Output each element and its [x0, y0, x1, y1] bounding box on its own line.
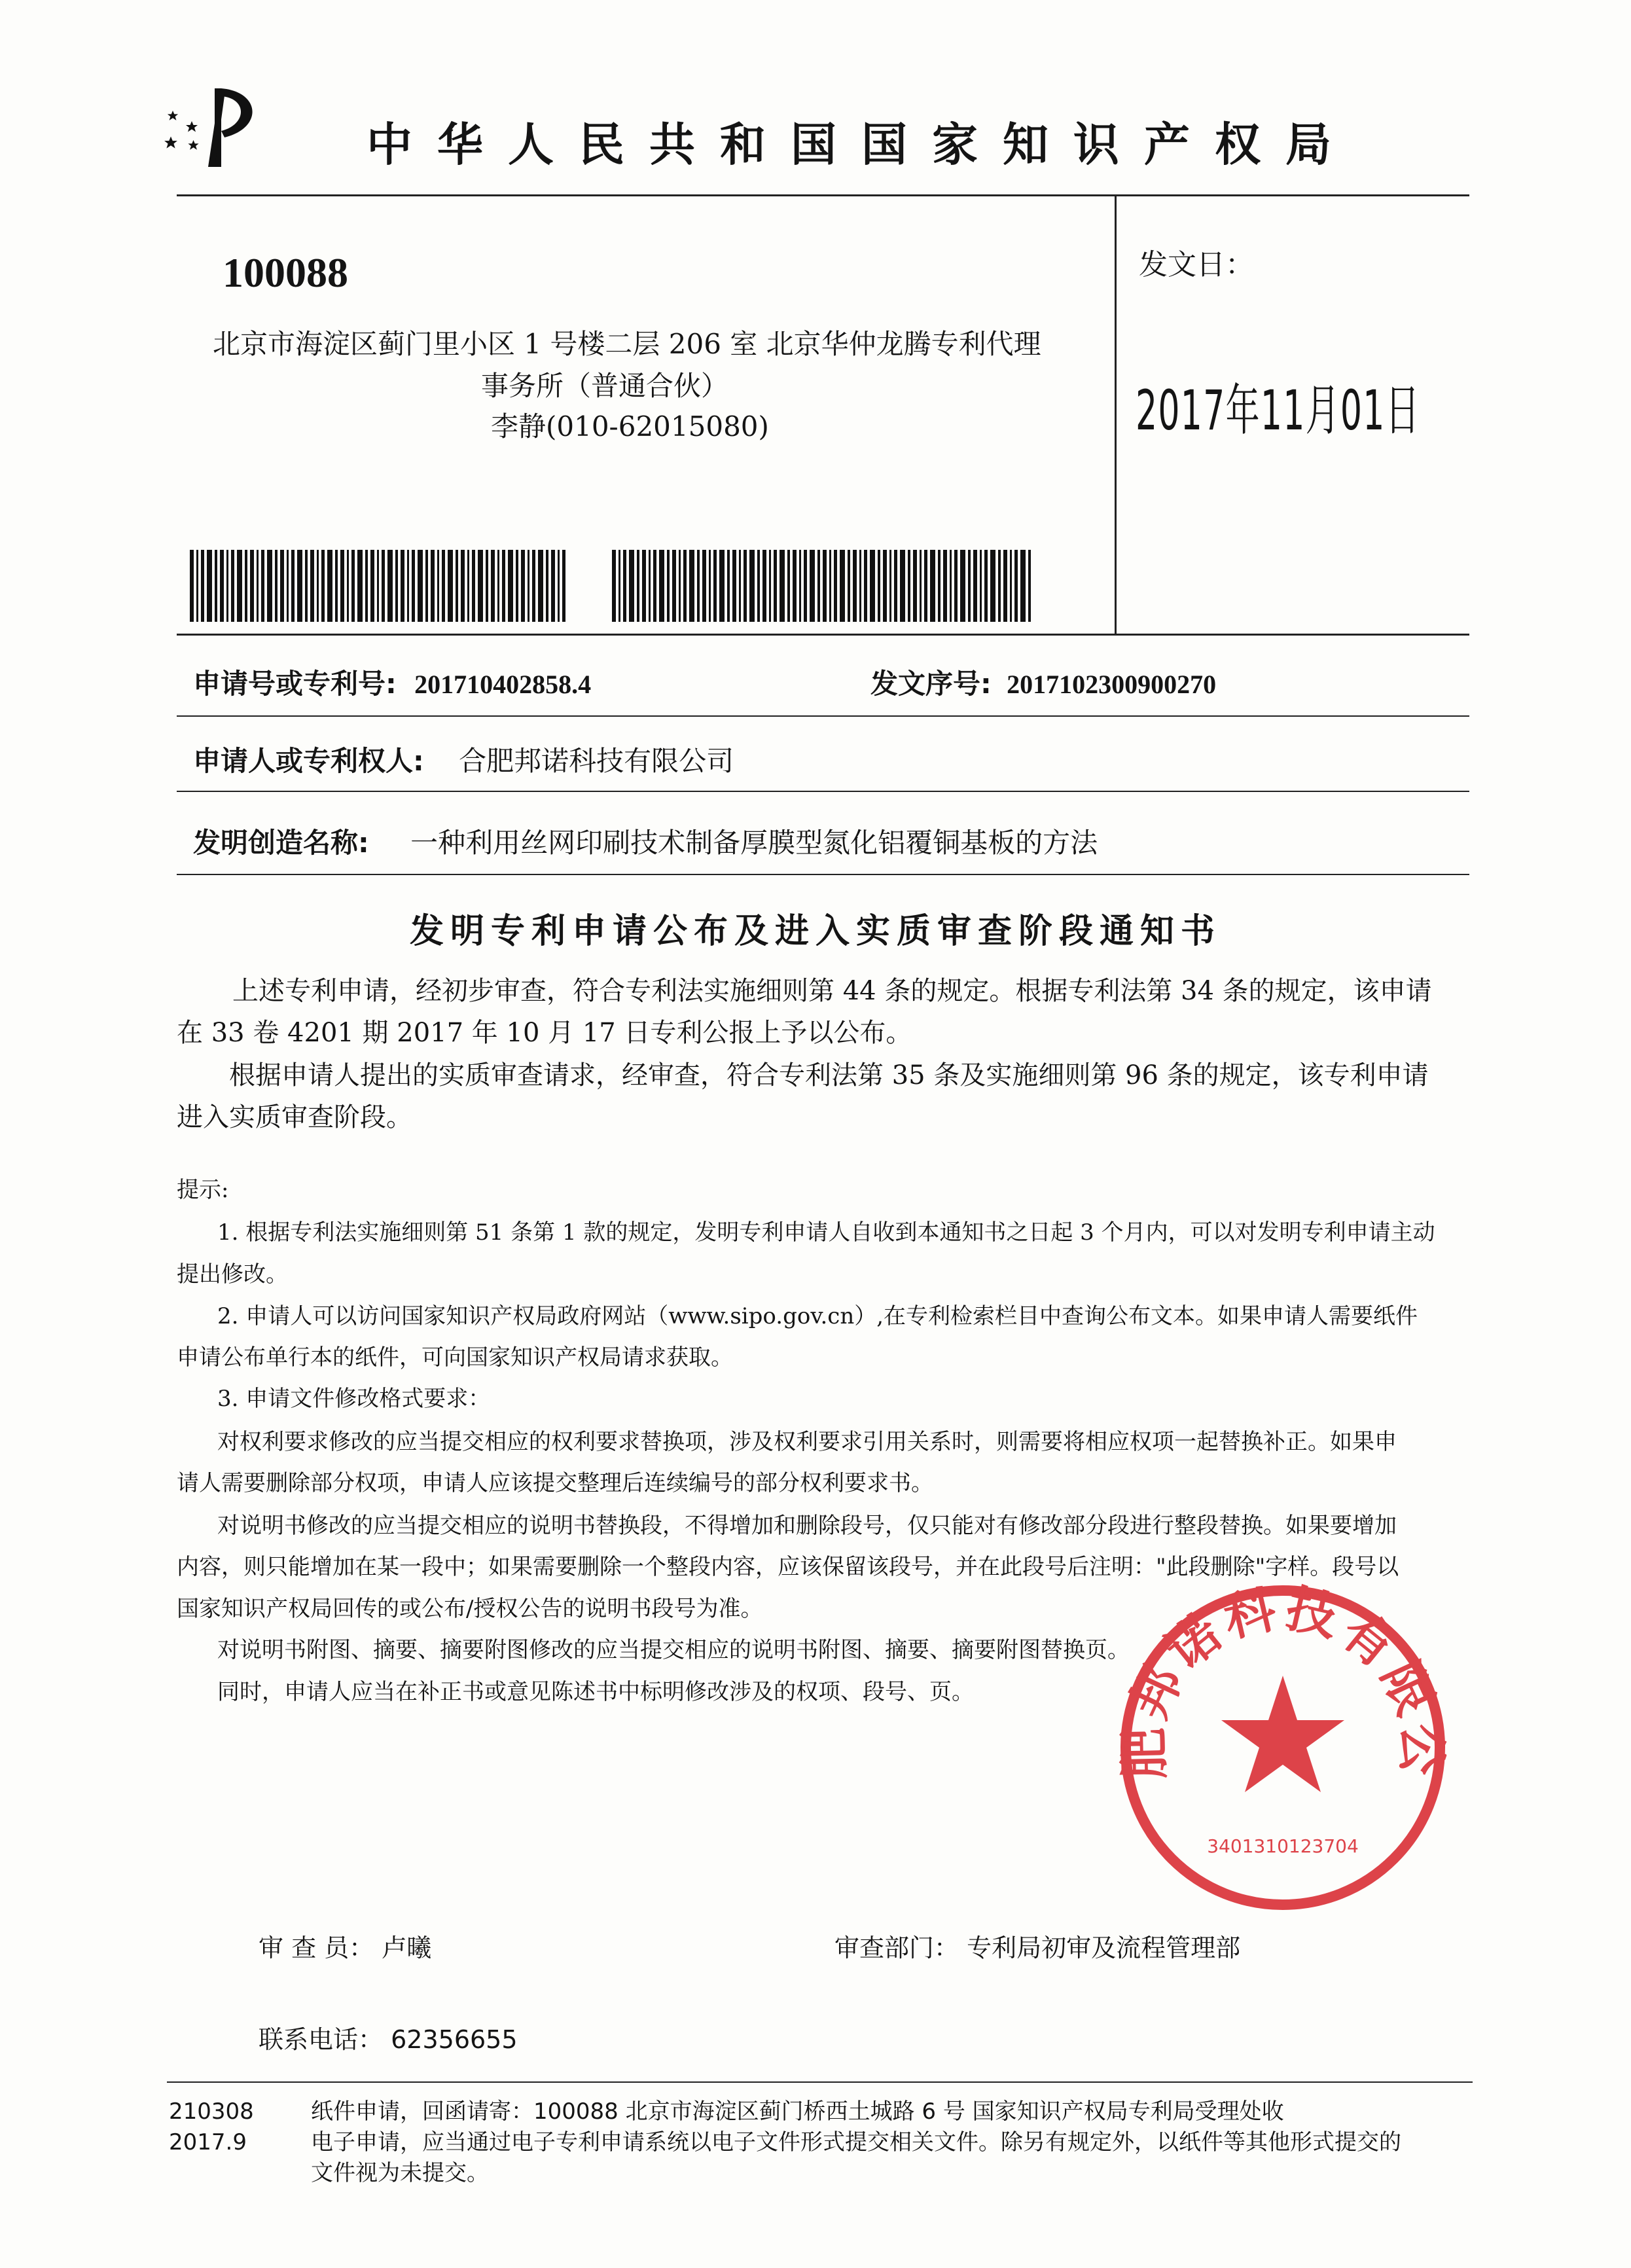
- barcode-bar: [954, 550, 958, 622]
- applicant-label: 申请人或专利权人:: [193, 745, 424, 777]
- form-code: 210308: [169, 2098, 254, 2125]
- barcode-bar: [321, 550, 325, 622]
- phone-label: 联系电话：: [259, 2025, 384, 2054]
- recipient-postcode: 100088: [223, 249, 348, 296]
- barcode-bar: [1010, 550, 1012, 622]
- barcode-bar: [672, 550, 676, 622]
- barcode-bar: [431, 550, 435, 622]
- barcode-bar: [551, 550, 555, 622]
- barcode-bar: [226, 550, 228, 622]
- examiner-label: 审 查 员：: [259, 1934, 374, 1962]
- department-name: 专利局初审及流程管理部: [967, 1934, 1241, 1962]
- barcode-bar: [532, 550, 535, 622]
- invention-title: 一种利用丝网印刷技术制备厚膜型氮化铝覆铜基板的方法: [410, 827, 1098, 859]
- barcode-bar: [347, 550, 349, 622]
- barcode-bar: [653, 550, 656, 622]
- department-label: 审查部门：: [834, 1934, 959, 1962]
- notice-p2-line2: 进入实质审查阶段。: [177, 1102, 412, 1132]
- tip3b-line1: 对说明书修改的应当提交相应的说明书替换段，不得增加和删除段号，仅只能对有修改部分段进行整段替换。如果要增加: [217, 1513, 1397, 1539]
- barcode-bar: [401, 550, 404, 622]
- applicant-row: [193, 740, 734, 779]
- examiner-name: 卢曦: [382, 1934, 432, 1962]
- barcode-bar: [739, 550, 741, 622]
- row-divider-3: [177, 874, 1469, 875]
- barcode-bar: [757, 550, 760, 622]
- barcode-left: [190, 550, 576, 622]
- barcode-bar: [943, 550, 947, 622]
- barcode-bar: [456, 550, 458, 622]
- barcode-bar: [340, 550, 344, 622]
- recipient-address-line2: 事务所（普通合伙）: [481, 370, 729, 402]
- recipient-contact: 李静(010-62015080): [491, 410, 769, 442]
- barcode-bar: [883, 550, 887, 622]
- barcode-bar: [425, 550, 428, 622]
- barcode-bar: [817, 550, 820, 622]
- barcode-bar: [719, 550, 725, 622]
- recipient-address-line1: 北京市海淀区蓟门里小区 1 号楼二层 206 室 北京华仲龙腾专利代理: [213, 328, 1041, 360]
- barcode-bar: [190, 550, 194, 622]
- barcode-bar: [950, 550, 952, 622]
- phone-number: 62356655: [391, 2025, 518, 2054]
- row-divider-1: [177, 715, 1469, 717]
- department-row: [834, 1928, 1240, 1964]
- barcode-bar: [727, 550, 730, 622]
- barcode-bar: [297, 550, 302, 622]
- barcode-bar: [980, 550, 982, 622]
- barcode-bar: [538, 550, 543, 622]
- barcode-right: [612, 550, 1037, 622]
- barcode-bar: [623, 550, 626, 622]
- barcode-bar: [913, 550, 917, 622]
- barcode-bar: [478, 550, 483, 622]
- barcode-bar: [377, 550, 379, 622]
- footer-line3: 文件视为未提交。: [311, 2160, 489, 2186]
- barcode-bar: [245, 550, 247, 622]
- barcode-bar: [442, 550, 445, 622]
- tip1-line1: 1. 根据专利法实施细则第 51 条第 1 款的规定，发明专利申请人自收到本通知书之日起 3 个月内，可以对发明专利申请主动: [217, 1219, 1435, 1246]
- barcode-bar: [853, 550, 857, 622]
- application-number: 201710402858.4: [414, 670, 592, 699]
- barcode-bar: [834, 550, 837, 622]
- barcode-bar: [679, 550, 681, 622]
- barcode-bar: [215, 550, 217, 622]
- barcode-bar: [920, 550, 922, 622]
- barcode-bar: [840, 550, 845, 622]
- barcode-bar: [395, 550, 398, 622]
- barcode-bar: [894, 550, 897, 622]
- barcode-bar: [637, 550, 639, 622]
- barcode-bar: [207, 550, 212, 622]
- barcode-bar: [774, 550, 777, 622]
- tip3a-line2: 请人需要删除部分权项，申请人应该提交整理后连续编号的部分权利要求书。: [177, 1470, 933, 1496]
- barcode-bar: [257, 550, 259, 622]
- office-name: 中华人民共和国国家知识产权局: [367, 118, 1356, 171]
- application-number-row: [193, 662, 591, 702]
- barcode-bar: [365, 550, 368, 622]
- tip2-line2: 申请公布单行本的纸件，可向国家知识产权局请求获取。: [177, 1344, 733, 1371]
- barcode-bar: [351, 550, 355, 622]
- barcode-bar: [267, 550, 272, 622]
- barcode-bar: [744, 550, 747, 622]
- barcode-bar: [546, 550, 548, 622]
- barcode-bar: [689, 550, 694, 622]
- barcode-bar: [412, 550, 415, 622]
- tip3b-line3: 国家知识产权局回传的或公布/授权公告的说明书段号为准。: [177, 1596, 763, 1622]
- barcode-bar: [713, 550, 717, 622]
- barcode-bar: [618, 550, 620, 622]
- notice-p2-line1: 根据申请人提出的实质审查请求，经审查，符合专利法第 35 条及实施细则第 96 条的规定，该专利申请: [229, 1060, 1429, 1090]
- barcode-bar: [629, 550, 634, 622]
- barcode-bar: [649, 550, 651, 622]
- barcode-bar: [960, 550, 965, 622]
- company-seal: [1113, 1577, 1453, 1918]
- barcode-bar: [497, 550, 499, 622]
- barcode-bar: [516, 550, 518, 622]
- barcode-bar: [317, 550, 319, 622]
- barcode-bar: [558, 550, 560, 622]
- barcode-bar: [900, 550, 905, 622]
- notice-p1-line1: 上述专利申请，经初步审查，符合专利法实施细则第 44 条的规定。根据专利法第 34 条的规定，该申请: [232, 976, 1432, 1006]
- barcode-bar: [683, 550, 687, 622]
- barcode-bar: [793, 550, 797, 622]
- barcode-bar: [930, 550, 935, 622]
- barcode-bar: [762, 550, 766, 622]
- barcode-bar: [984, 550, 988, 622]
- barcode-bar: [968, 550, 971, 622]
- notice-p1-line2: 在 33 卷 4201 期 2017 年 10 月 17 日专利公报上予以公布。: [177, 1018, 912, 1048]
- barcode-bar: [908, 550, 910, 622]
- barcode-bar: [437, 550, 439, 622]
- barcode-bar: [407, 550, 409, 622]
- barcode-bar: [659, 550, 664, 622]
- phone-row: [259, 2019, 518, 2055]
- barcode-bar: [810, 550, 815, 622]
- barcode-bar: [196, 550, 198, 622]
- tip3b-line2: 内容，则只能增加在某一段中；如果需要删除一个整段内容，应该保留该段号，并在此段号后注明："此段删除"字样。段号以: [177, 1554, 1399, 1580]
- notice-title: 发明专利申请公布及进入实质审查阶段通知书: [409, 912, 1221, 951]
- barcode-bar: [201, 550, 204, 622]
- barcode-bar: [472, 550, 475, 622]
- barcode-bar: [667, 550, 670, 622]
- barcode-bar: [250, 550, 254, 622]
- barcode-bar: [261, 550, 264, 622]
- barcode-bar: [889, 550, 891, 622]
- tip3a-line1: 对权利要求修改的应当提交相应的权利要求替换项，涉及权利要求引用关系时，则需要将相应权项一起替换补正。如果申: [217, 1429, 1397, 1455]
- barcode-bar: [418, 550, 423, 622]
- serial-number: 2017102300900270: [1007, 670, 1217, 699]
- barcode-bar: [780, 550, 785, 622]
- barcode-bar: [370, 550, 374, 622]
- office-logo: [149, 75, 280, 173]
- barcode-bar: [924, 550, 927, 622]
- barcode-bar: [642, 550, 646, 622]
- barcode-bar: [327, 550, 332, 622]
- invention-label: 发明创造名称:: [193, 827, 369, 859]
- barcode-bar: [1014, 550, 1018, 622]
- barcode-bar: [562, 550, 565, 622]
- barcode-bar: [804, 550, 807, 622]
- barcode-bar: [799, 550, 801, 622]
- barcode-bar: [461, 550, 465, 622]
- barcode-bar: [237, 550, 242, 622]
- barcode-bar: [998, 550, 1001, 622]
- serial-number-label: 发文序号:: [870, 668, 992, 700]
- barcode-bar: [859, 550, 861, 622]
- barcode-bar: [1020, 550, 1026, 622]
- barcode-bar: [305, 550, 308, 622]
- barcode-bar: [938, 550, 941, 622]
- barcode-bar: [990, 550, 995, 622]
- tip1-line2: 提出修改。: [177, 1261, 288, 1287]
- header-divider: [177, 194, 1469, 196]
- barcode-bar: [787, 550, 790, 622]
- form-date: 2017.9: [169, 2129, 247, 2155]
- barcode-bar: [387, 550, 393, 622]
- barcode-bar: [275, 550, 278, 622]
- application-number-label: 申请号或专利号:: [193, 668, 397, 700]
- barcode-bar: [829, 550, 831, 622]
- barcode-bar: [467, 550, 469, 622]
- barcode-bar: [709, 550, 711, 622]
- barcode-bar: [528, 550, 529, 622]
- barcode-bar: [697, 550, 700, 622]
- barcode-bar: [769, 550, 771, 622]
- barcode-bar: [280, 550, 284, 622]
- serial-number-row: [870, 662, 1216, 702]
- barcode-bar: [502, 550, 505, 622]
- tip3c-line1: 对说明书附图、摘要、摘要附图修改的应当提交相应的说明书附图、摘要、摘要附图替换页。: [217, 1637, 1130, 1663]
- barcode-bar: [1028, 550, 1031, 622]
- applicant-name: 合肥邦诺科技有限公司: [459, 745, 734, 777]
- barcode-bar: [291, 550, 295, 622]
- invention-row: [193, 821, 1098, 861]
- barcode-bar: [335, 550, 338, 622]
- barcode-bar: [864, 550, 867, 622]
- barcode-bar: [357, 550, 363, 622]
- tips-label: 提示:: [177, 1177, 229, 1203]
- barcode-bar: [508, 550, 513, 622]
- barcode-bar: [823, 550, 827, 622]
- issue-date: 2017年11月01日: [1136, 378, 1420, 442]
- tip3d-line1: 同时，申请人应当在补正书或意见陈述书中标明修改涉及的权项、段号、页。: [217, 1679, 974, 1705]
- barcode-bar: [382, 550, 385, 622]
- barcode-bar: [732, 550, 736, 622]
- barcode-bar: [612, 550, 616, 622]
- barcode-bar: [231, 550, 234, 622]
- barcode-bar: [310, 550, 314, 622]
- barcode-bar: [702, 550, 706, 622]
- barcode-bar: [973, 550, 977, 622]
- barcode-bar: [848, 550, 850, 622]
- address-bottom-divider: [177, 634, 1469, 636]
- barcode-bar: [878, 550, 880, 622]
- footer-line1: 纸件申请，回函请寄：100088 北京市海淀区蓟门桥西土城路 6 号 国家知识产权局专利局受理处收: [311, 2098, 1284, 2125]
- tip3-title: 3. 申请文件修改格式要求：: [217, 1386, 491, 1412]
- barcode-bar: [1003, 550, 1007, 622]
- barcode-bar: [486, 550, 488, 622]
- barcode-bar: [220, 550, 224, 622]
- barcode-bar: [521, 550, 525, 622]
- issue-date-label: 发文日：: [1139, 248, 1254, 281]
- barcode-bar: [287, 550, 289, 622]
- barcode-bar: [448, 550, 453, 622]
- footer-divider: [167, 2081, 1473, 2083]
- footer-line2: 电子申请，应当通过电子专利申请系统以电子文件形式提交相关文件。除另有规定外，以纸件等其他形式提交的: [311, 2129, 1401, 2155]
- examiner-row: [259, 1928, 431, 1964]
- tip2-line1: 2. 申请人可以访问国家知识产权局政府网站（www.sipo.gov.cn）,在专利检索栏目中查询公布文本。如果申请人需要纸件: [217, 1303, 1418, 1329]
- barcode-bar: [749, 550, 755, 622]
- seal-company-text: 肥邦诺科技有限公: [1115, 1579, 1451, 1780]
- barcode-bar: [491, 550, 495, 622]
- row-divider-2: [177, 791, 1469, 792]
- seal-code: 3401310123704: [1207, 1835, 1359, 1857]
- barcode-bar: [870, 550, 875, 622]
- address-box-divider: [1115, 194, 1117, 634]
